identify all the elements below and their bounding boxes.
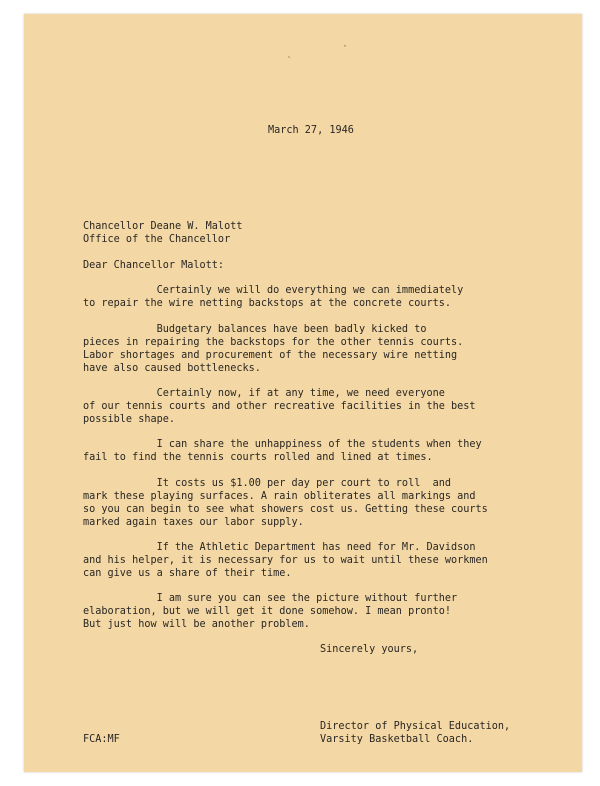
body-paragraph: Certainly now, if at any time, we need everyone of our tennis courts and other recreative facilities in the best possible shape. — [83, 388, 476, 425]
letter-date: March 27, 1946 — [268, 125, 354, 136]
recipient-office: Office of the Chancellor — [83, 234, 231, 245]
signature-title-line-1: Director of Physical Education, — [320, 721, 511, 732]
paper-speck: · — [342, 41, 349, 52]
paper-speck: ˎ — [286, 47, 293, 58]
body-paragraph: Budgetary balances have been badly kicked to pieces in repairing the backstops for the other tennis courts. Labor shortages and procurement of the necessary wire netting have also caused bottlenecks. — [83, 324, 464, 374]
recipient-name: Chancellor Deane W. Malott — [83, 221, 243, 232]
body-paragraph: I can share the unhappiness of the students when they fail to find the tennis courts rolled and lined at times. — [83, 439, 482, 463]
letter-page — [24, 14, 582, 772]
signature-title-line-2: Varsity Basketball Coach. — [320, 734, 474, 745]
body-paragraph: I am sure you can see the picture without further elaboration, but we will get it done somehow. I mean pronto! But just how will be another problem. — [83, 593, 458, 630]
salutation: Dear Chancellor Malott: — [83, 260, 225, 271]
body-paragraph: Certainly we will do everything we can immediately to repair the wire netting backstops at the concrete courts. — [83, 285, 464, 309]
body-paragraph: If the Athletic Department has need for Mr. Davidson and his helper, it is necessary for us to wait until these workmen can give us a share of their time. — [83, 542, 488, 579]
closing: Sincerely yours, — [320, 644, 419, 655]
typist-initials: FCA:MF — [83, 734, 120, 745]
body-paragraph: It costs us $1.00 per day per court to roll and mark these playing surfaces. A rain obliterates all markings and so you can begin to see what showers cost us. Getting these courts marked again taxes our labor supply. — [83, 478, 488, 528]
